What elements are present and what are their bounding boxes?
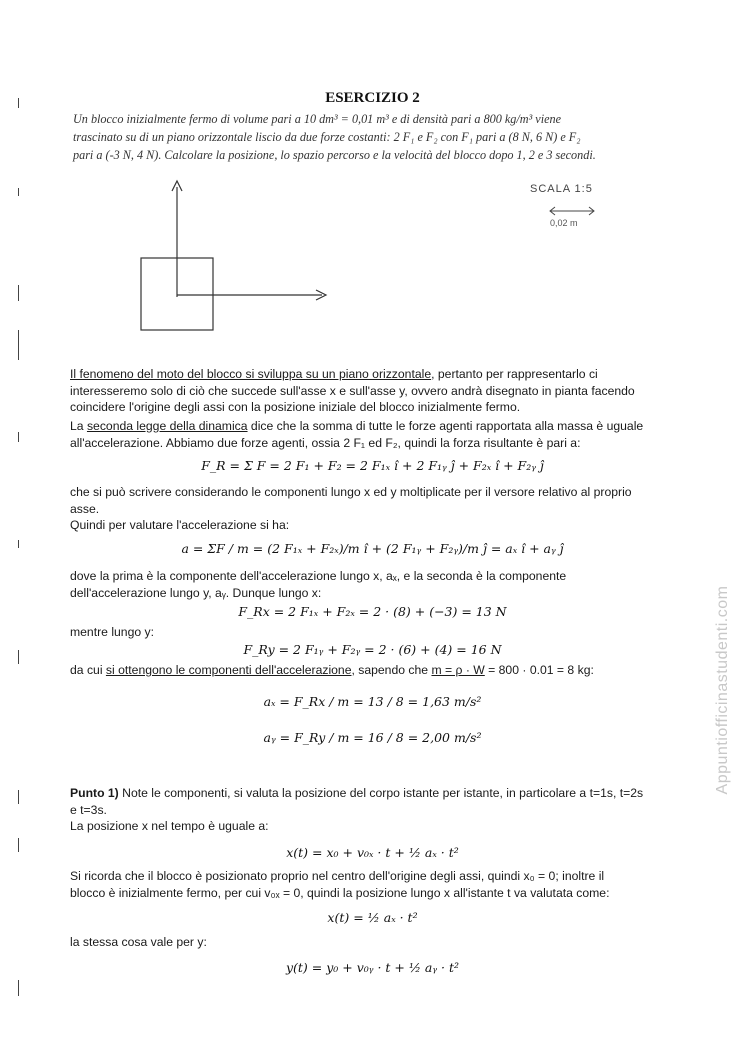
statement-line: trascinato su di un piano orizzontale liscio da due forze costanti: 2 F₁ e F₂ con F₁ pari a (8 N, 6 N) e F₂	[73, 130, 581, 144]
equation-position-x: x(t) = x₀ + v₀ₓ · t + ½ aₓ · t²	[286, 845, 459, 860]
text: Quindi per valutare l'accelerazione si ha:	[70, 518, 290, 532]
statement-line: Un blocco inizialmente fermo di volume pari a 10 dm³ = 0,01 m³ e di densità pari a 800 kg/m³ viene	[73, 112, 561, 126]
scale-label: SCALA 1:5	[530, 183, 593, 195]
paragraph-plane	[70, 366, 690, 416]
punto-label: Punto 1)	[70, 786, 119, 800]
watermark-text: Appuntiofficinastudenti.com	[714, 585, 731, 795]
text: blocco è inizialmente fermo, per cui v₀ₓ = 0, quindi la posizione lungo x all'istante t va valutata come:	[70, 885, 610, 900]
scale-unit: 0,02 m	[550, 218, 578, 228]
watermark	[712, 540, 734, 840]
equation-ax: aₓ = F_Rx / m = 13 / 8 = 1,63 m/s²	[263, 694, 482, 709]
text: da cui	[70, 663, 106, 677]
text: La	[70, 419, 87, 433]
text: all'accelerazione. Abbiamo due forze agenti, ossia 2 F₁ ed F₂, quindi la forza risultante è pari a:	[70, 435, 581, 450]
underlined-phrase: seconda legge della dinamica	[86, 419, 248, 433]
block-diagram	[130, 175, 340, 355]
text: coincidere l'origine degli assi con la posizione iniziale del blocco inizialmente fermo.	[70, 400, 521, 414]
margin-mark	[18, 790, 19, 804]
paragraph-dynamics	[70, 418, 690, 451]
text: e t=3s.	[70, 802, 107, 817]
text: dove la prima è la componente dell'accelerazione lungo x, aₓ, e la seconda è la componente	[70, 569, 567, 583]
exercise-statement	[73, 110, 673, 164]
underlined-formula: m = ρ · W	[431, 663, 485, 677]
paragraph-punto-1	[70, 785, 690, 835]
paragraph-acceleration-components	[70, 568, 690, 601]
text: Note le componenti, si valuta la posizione del corpo istante per istante, in particolare a t=1s, t=2s	[118, 786, 644, 800]
statement-line: pari a (-3 N, 4 N). Calcolare la posizione, lo spazio percorso e la velocità del blocco dopo 1, 2 e 3 secondi.	[73, 148, 596, 162]
equation-ay: aᵧ = F_Ry / m = 16 / 8 = 2,00 m/s²	[263, 730, 482, 745]
text-along-y: mentre lungo y:	[70, 625, 155, 639]
text: La posizione x nel tempo è uguale a:	[70, 819, 269, 833]
margin-mark	[18, 330, 19, 360]
text-same-for-y: la stessa cosa vale per y:	[70, 935, 207, 949]
equation-resultant-force: F_R = Σ F = 2 F₁ + F₂ = 2 F₁ₓ î + 2 F₁ᵧ ĵ + F₂ₓ î + F₂ᵧ ĵ	[201, 458, 544, 473]
text: Si ricorda che il blocco è posizionato proprio nel centro dell'origine degli assi, quindi x₀ = 0; inoltre il	[70, 869, 605, 883]
underlined-phrase: Il fenomeno del moto del blocco si sviluppa su un piano orizzontale	[70, 367, 432, 381]
paragraph-components	[70, 484, 690, 534]
text: asse.	[70, 501, 100, 516]
text: interesseremo solo di ciò che succede sull'asse x e sull'asse y, ovvero andrà disegnato in pianta facendo	[70, 383, 635, 398]
paragraph-mass	[70, 662, 690, 679]
margin-mark	[18, 432, 19, 442]
exercise-title: ESERCIZIO 2	[325, 90, 420, 106]
text: dice che la somma di tutte le forze agenti rapportata alla massa è uguale	[247, 419, 644, 433]
text: , pertanto per rappresentarlo ci	[431, 367, 598, 381]
paragraph-initial-conditions	[70, 868, 690, 901]
margin-mark	[18, 980, 19, 996]
text: , sapendo che	[351, 663, 432, 677]
equation-position-x-simplified: x(t) = ½ aₓ · t²	[327, 910, 418, 925]
equation-acceleration: a = ΣF / m = (2 F₁ₓ + F₂ₓ)/m î + (2 F₁ᵧ + F₂ᵧ)/m ĵ = aₓ î + aᵧ ĵ	[181, 541, 564, 556]
equation-force-y: F_Ry = 2 F₁ᵧ + F₂ᵧ = 2 · (6) + (4) = 16 N	[243, 642, 502, 657]
scale-bar	[548, 205, 598, 217]
text: = 800 · 0.01 = 8 kg:	[484, 663, 594, 677]
text: che si può scrivere considerando le componenti lungo x ed y moltiplicate per il versore relativo al proprio	[70, 485, 632, 499]
underlined-phrase: si ottengono le componenti dell'accelerazione	[105, 663, 352, 677]
text: dell'accelerazione lungo y, aᵧ. Dunque lungo x:	[70, 585, 322, 600]
equation-force-x: F_Rx = 2 F₁ₓ + F₂ₓ = 2 · (8) + (−3) = 13 N	[238, 604, 507, 619]
margin-mark	[18, 285, 19, 301]
margin-mark	[18, 188, 19, 196]
equation-position-y: y(t) = y₀ + v₀ᵧ · t + ½ aᵧ · t²	[285, 960, 460, 975]
